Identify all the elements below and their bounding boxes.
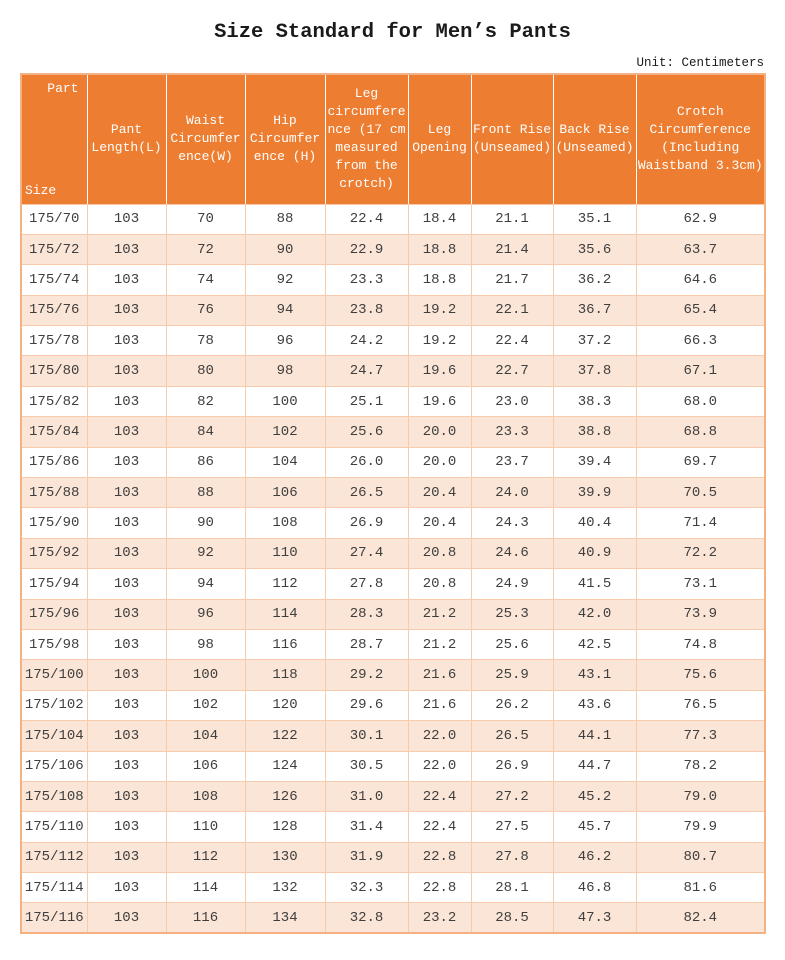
value-cell: 79.0 [636,781,765,811]
value-cell: 35.1 [553,204,636,234]
value-cell: 24.9 [471,569,553,599]
column-header-hip-circumference: Hip Circumference (H) [245,74,325,204]
value-cell: 88 [245,204,325,234]
value-cell: 25.1 [325,386,408,416]
size-cell: 175/114 [21,873,87,903]
value-cell: 103 [87,629,166,659]
table-row [21,812,765,842]
value-cell: 110 [245,538,325,568]
value-cell: 38.3 [553,386,636,416]
value-cell: 22.8 [408,873,471,903]
value-cell: 18.8 [408,234,471,264]
value-cell: 103 [87,690,166,720]
value-cell: 20.8 [408,569,471,599]
value-cell: 43.6 [553,690,636,720]
value-cell: 42.0 [553,599,636,629]
value-cell: 21.6 [408,660,471,690]
table-row [21,478,765,508]
value-cell: 104 [166,721,245,751]
column-header-back-rise: Back Rise (Unseamed) [553,74,636,204]
size-cell: 175/100 [21,660,87,690]
value-cell: 32.3 [325,873,408,903]
value-cell: 130 [245,842,325,872]
value-cell: 66.3 [636,326,765,356]
value-cell: 103 [87,873,166,903]
value-cell: 25.3 [471,599,553,629]
value-cell: 21.7 [471,265,553,295]
size-cell: 175/96 [21,599,87,629]
value-cell: 103 [87,447,166,477]
page-title: Size Standard for Men’s Pants [214,21,571,44]
value-cell: 88 [166,478,245,508]
value-cell: 76.5 [636,690,765,720]
value-cell: 103 [87,812,166,842]
value-cell: 132 [245,873,325,903]
value-cell: 122 [245,721,325,751]
value-cell: 78 [166,326,245,356]
value-cell: 103 [87,234,166,264]
value-cell: 103 [87,478,166,508]
value-cell: 102 [166,690,245,720]
corner-size-label: Size [25,182,57,198]
value-cell: 62.9 [636,204,765,234]
value-cell: 98 [245,356,325,386]
value-cell: 42.5 [553,629,636,659]
value-cell: 36.2 [553,265,636,295]
value-cell: 38.8 [553,417,636,447]
value-cell: 40.9 [553,538,636,568]
table-row [21,234,765,264]
corner-header-cell [21,74,87,204]
value-cell: 19.2 [408,326,471,356]
value-cell: 23.0 [471,386,553,416]
value-cell: 116 [166,903,245,933]
value-cell: 116 [245,629,325,659]
value-cell: 24.0 [471,478,553,508]
page [0,21,785,960]
value-cell: 103 [87,356,166,386]
value-cell: 26.9 [325,508,408,538]
value-cell: 22.1 [471,295,553,325]
value-cell: 26.5 [325,478,408,508]
size-cell: 175/76 [21,295,87,325]
table-row [21,690,765,720]
value-cell: 28.5 [471,903,553,933]
value-cell: 75.6 [636,660,765,690]
value-cell: 68.0 [636,386,765,416]
value-cell: 96 [245,326,325,356]
value-cell: 103 [87,599,166,629]
size-cell: 175/86 [21,447,87,477]
column-header-pant-length: Pant Length(L) [87,74,166,204]
value-cell: 31.4 [325,812,408,842]
table-row [21,781,765,811]
value-cell: 126 [245,781,325,811]
value-cell: 19.2 [408,295,471,325]
value-cell: 104 [245,447,325,477]
value-cell: 94 [245,295,325,325]
value-cell: 22.7 [471,356,553,386]
table-row [21,569,765,599]
value-cell: 19.6 [408,386,471,416]
value-cell: 103 [87,781,166,811]
value-cell: 71.4 [636,508,765,538]
value-cell: 112 [245,569,325,599]
table-body [21,204,765,933]
table-row [21,599,765,629]
value-cell: 19.6 [408,356,471,386]
value-cell: 30.1 [325,721,408,751]
value-cell: 103 [87,538,166,568]
value-cell: 82.4 [636,903,765,933]
value-cell: 27.8 [471,842,553,872]
value-cell: 40.4 [553,508,636,538]
value-cell: 103 [87,295,166,325]
value-cell: 74 [166,265,245,295]
value-cell: 80 [166,356,245,386]
value-cell: 90 [166,508,245,538]
value-cell: 47.3 [553,903,636,933]
value-cell: 103 [87,903,166,933]
value-cell: 18.8 [408,265,471,295]
value-cell: 37.8 [553,356,636,386]
value-cell: 84 [166,417,245,447]
value-cell: 24.7 [325,356,408,386]
value-cell: 22.4 [408,781,471,811]
size-cell: 175/82 [21,386,87,416]
value-cell: 22.0 [408,721,471,751]
value-cell: 28.1 [471,873,553,903]
value-cell: 21.2 [408,629,471,659]
value-cell: 67.1 [636,356,765,386]
value-cell: 21.4 [471,234,553,264]
table-row [21,265,765,295]
size-cell: 175/90 [21,508,87,538]
size-cell: 175/70 [21,204,87,234]
value-cell: 37.2 [553,326,636,356]
column-header-waist-circumference: Waist Circumference(W) [166,74,245,204]
value-cell: 26.9 [471,751,553,781]
value-cell: 23.3 [471,417,553,447]
value-cell: 20.0 [408,447,471,477]
table-row [21,356,765,386]
value-cell: 82 [166,386,245,416]
table-row [21,538,765,568]
value-cell: 45.2 [553,781,636,811]
unit-label: Unit: Centimeters [636,56,764,70]
value-cell: 106 [166,751,245,781]
value-cell: 98 [166,629,245,659]
value-cell: 103 [87,204,166,234]
value-cell: 23.3 [325,265,408,295]
value-cell: 25.6 [325,417,408,447]
value-cell: 114 [166,873,245,903]
value-cell: 23.7 [471,447,553,477]
value-cell: 106 [245,478,325,508]
table-row [21,447,765,477]
value-cell: 35.6 [553,234,636,264]
size-cell: 175/88 [21,478,87,508]
column-header-front-rise: Front Rise (Unseamed) [471,74,553,204]
value-cell: 81.6 [636,873,765,903]
value-cell: 103 [87,842,166,872]
value-cell: 27.8 [325,569,408,599]
value-cell: 20.8 [408,538,471,568]
table-header-row [21,74,765,204]
value-cell: 103 [87,386,166,416]
value-cell: 70.5 [636,478,765,508]
size-cell: 175/112 [21,842,87,872]
value-cell: 79.9 [636,812,765,842]
value-cell: 27.4 [325,538,408,568]
value-cell: 100 [245,386,325,416]
value-cell: 29.2 [325,660,408,690]
value-cell: 22.4 [325,204,408,234]
value-cell: 26.0 [325,447,408,477]
value-cell: 29.6 [325,690,408,720]
value-cell: 27.5 [471,812,553,842]
value-cell: 28.7 [325,629,408,659]
table-row [21,629,765,659]
value-cell: 21.2 [408,599,471,629]
value-cell: 46.2 [553,842,636,872]
size-cell: 175/80 [21,356,87,386]
size-cell: 175/106 [21,751,87,781]
value-cell: 20.4 [408,508,471,538]
size-cell: 175/72 [21,234,87,264]
table-row [21,903,765,933]
value-cell: 68.8 [636,417,765,447]
table-row [21,842,765,872]
value-cell: 31.9 [325,842,408,872]
size-cell: 175/78 [21,326,87,356]
value-cell: 96 [166,599,245,629]
value-cell: 128 [245,812,325,842]
value-cell: 24.3 [471,508,553,538]
column-header-leg-circumference: Leg circumference (17 cm measured from the crotch) [325,74,408,204]
value-cell: 21.6 [408,690,471,720]
corner-part-label: Part [47,81,79,96]
value-cell: 108 [166,781,245,811]
value-cell: 92 [166,538,245,568]
value-cell: 23.2 [408,903,471,933]
value-cell: 24.2 [325,326,408,356]
value-cell: 124 [245,751,325,781]
value-cell: 22.4 [471,326,553,356]
table-row [21,386,765,416]
value-cell: 20.0 [408,417,471,447]
size-cell: 175/116 [21,903,87,933]
value-cell: 103 [87,265,166,295]
column-header-crotch-circumference: Crotch Circumference (Including Waistband 3.3cm) [636,74,765,204]
value-cell: 100 [166,660,245,690]
size-cell: 175/104 [21,721,87,751]
value-cell: 22.0 [408,751,471,781]
size-cell: 175/102 [21,690,87,720]
value-cell: 118 [245,660,325,690]
value-cell: 120 [245,690,325,720]
value-cell: 26.5 [471,721,553,751]
value-cell: 45.7 [553,812,636,842]
value-cell: 73.9 [636,599,765,629]
table-row [21,721,765,751]
value-cell: 103 [87,751,166,781]
table-row [21,873,765,903]
table-row [21,417,765,447]
value-cell: 94 [166,569,245,599]
value-cell: 24.6 [471,538,553,568]
value-cell: 112 [166,842,245,872]
value-cell: 80.7 [636,842,765,872]
size-cell: 175/92 [21,538,87,568]
value-cell: 39.9 [553,478,636,508]
value-cell: 39.4 [553,447,636,477]
value-cell: 22.8 [408,842,471,872]
value-cell: 63.7 [636,234,765,264]
value-cell: 23.8 [325,295,408,325]
value-cell: 64.6 [636,265,765,295]
size-cell: 175/110 [21,812,87,842]
value-cell: 72 [166,234,245,264]
value-cell: 92 [245,265,325,295]
value-cell: 77.3 [636,721,765,751]
table-row [21,295,765,325]
size-cell: 175/94 [21,569,87,599]
value-cell: 36.7 [553,295,636,325]
value-cell: 114 [245,599,325,629]
value-cell: 44.1 [553,721,636,751]
column-header-leg-opening: Leg Opening [408,74,471,204]
value-cell: 43.1 [553,660,636,690]
value-cell: 108 [245,508,325,538]
value-cell: 86 [166,447,245,477]
value-cell: 103 [87,660,166,690]
value-cell: 20.4 [408,478,471,508]
value-cell: 25.6 [471,629,553,659]
value-cell: 90 [245,234,325,264]
value-cell: 27.2 [471,781,553,811]
value-cell: 103 [87,326,166,356]
value-cell: 76 [166,295,245,325]
table-row [21,751,765,781]
value-cell: 134 [245,903,325,933]
value-cell: 22.4 [408,812,471,842]
table-row [21,660,765,690]
value-cell: 65.4 [636,295,765,325]
value-cell: 103 [87,508,166,538]
value-cell: 44.7 [553,751,636,781]
value-cell: 32.8 [325,903,408,933]
table-row [21,326,765,356]
value-cell: 46.8 [553,873,636,903]
table-row [21,204,765,234]
value-cell: 72.2 [636,538,765,568]
value-cell: 74.8 [636,629,765,659]
value-cell: 78.2 [636,751,765,781]
value-cell: 31.0 [325,781,408,811]
size-cell: 175/74 [21,265,87,295]
value-cell: 103 [87,417,166,447]
value-cell: 70 [166,204,245,234]
size-standard-table [20,73,766,934]
value-cell: 69.7 [636,447,765,477]
value-cell: 30.5 [325,751,408,781]
value-cell: 28.3 [325,599,408,629]
value-cell: 41.5 [553,569,636,599]
table-row [21,508,765,538]
value-cell: 25.9 [471,660,553,690]
value-cell: 102 [245,417,325,447]
value-cell: 22.9 [325,234,408,264]
size-cell: 175/108 [21,781,87,811]
value-cell: 18.4 [408,204,471,234]
value-cell: 21.1 [471,204,553,234]
size-cell: 175/84 [21,417,87,447]
size-cell: 175/98 [21,629,87,659]
value-cell: 26.2 [471,690,553,720]
value-cell: 103 [87,569,166,599]
value-cell: 103 [87,721,166,751]
value-cell: 73.1 [636,569,765,599]
value-cell: 110 [166,812,245,842]
